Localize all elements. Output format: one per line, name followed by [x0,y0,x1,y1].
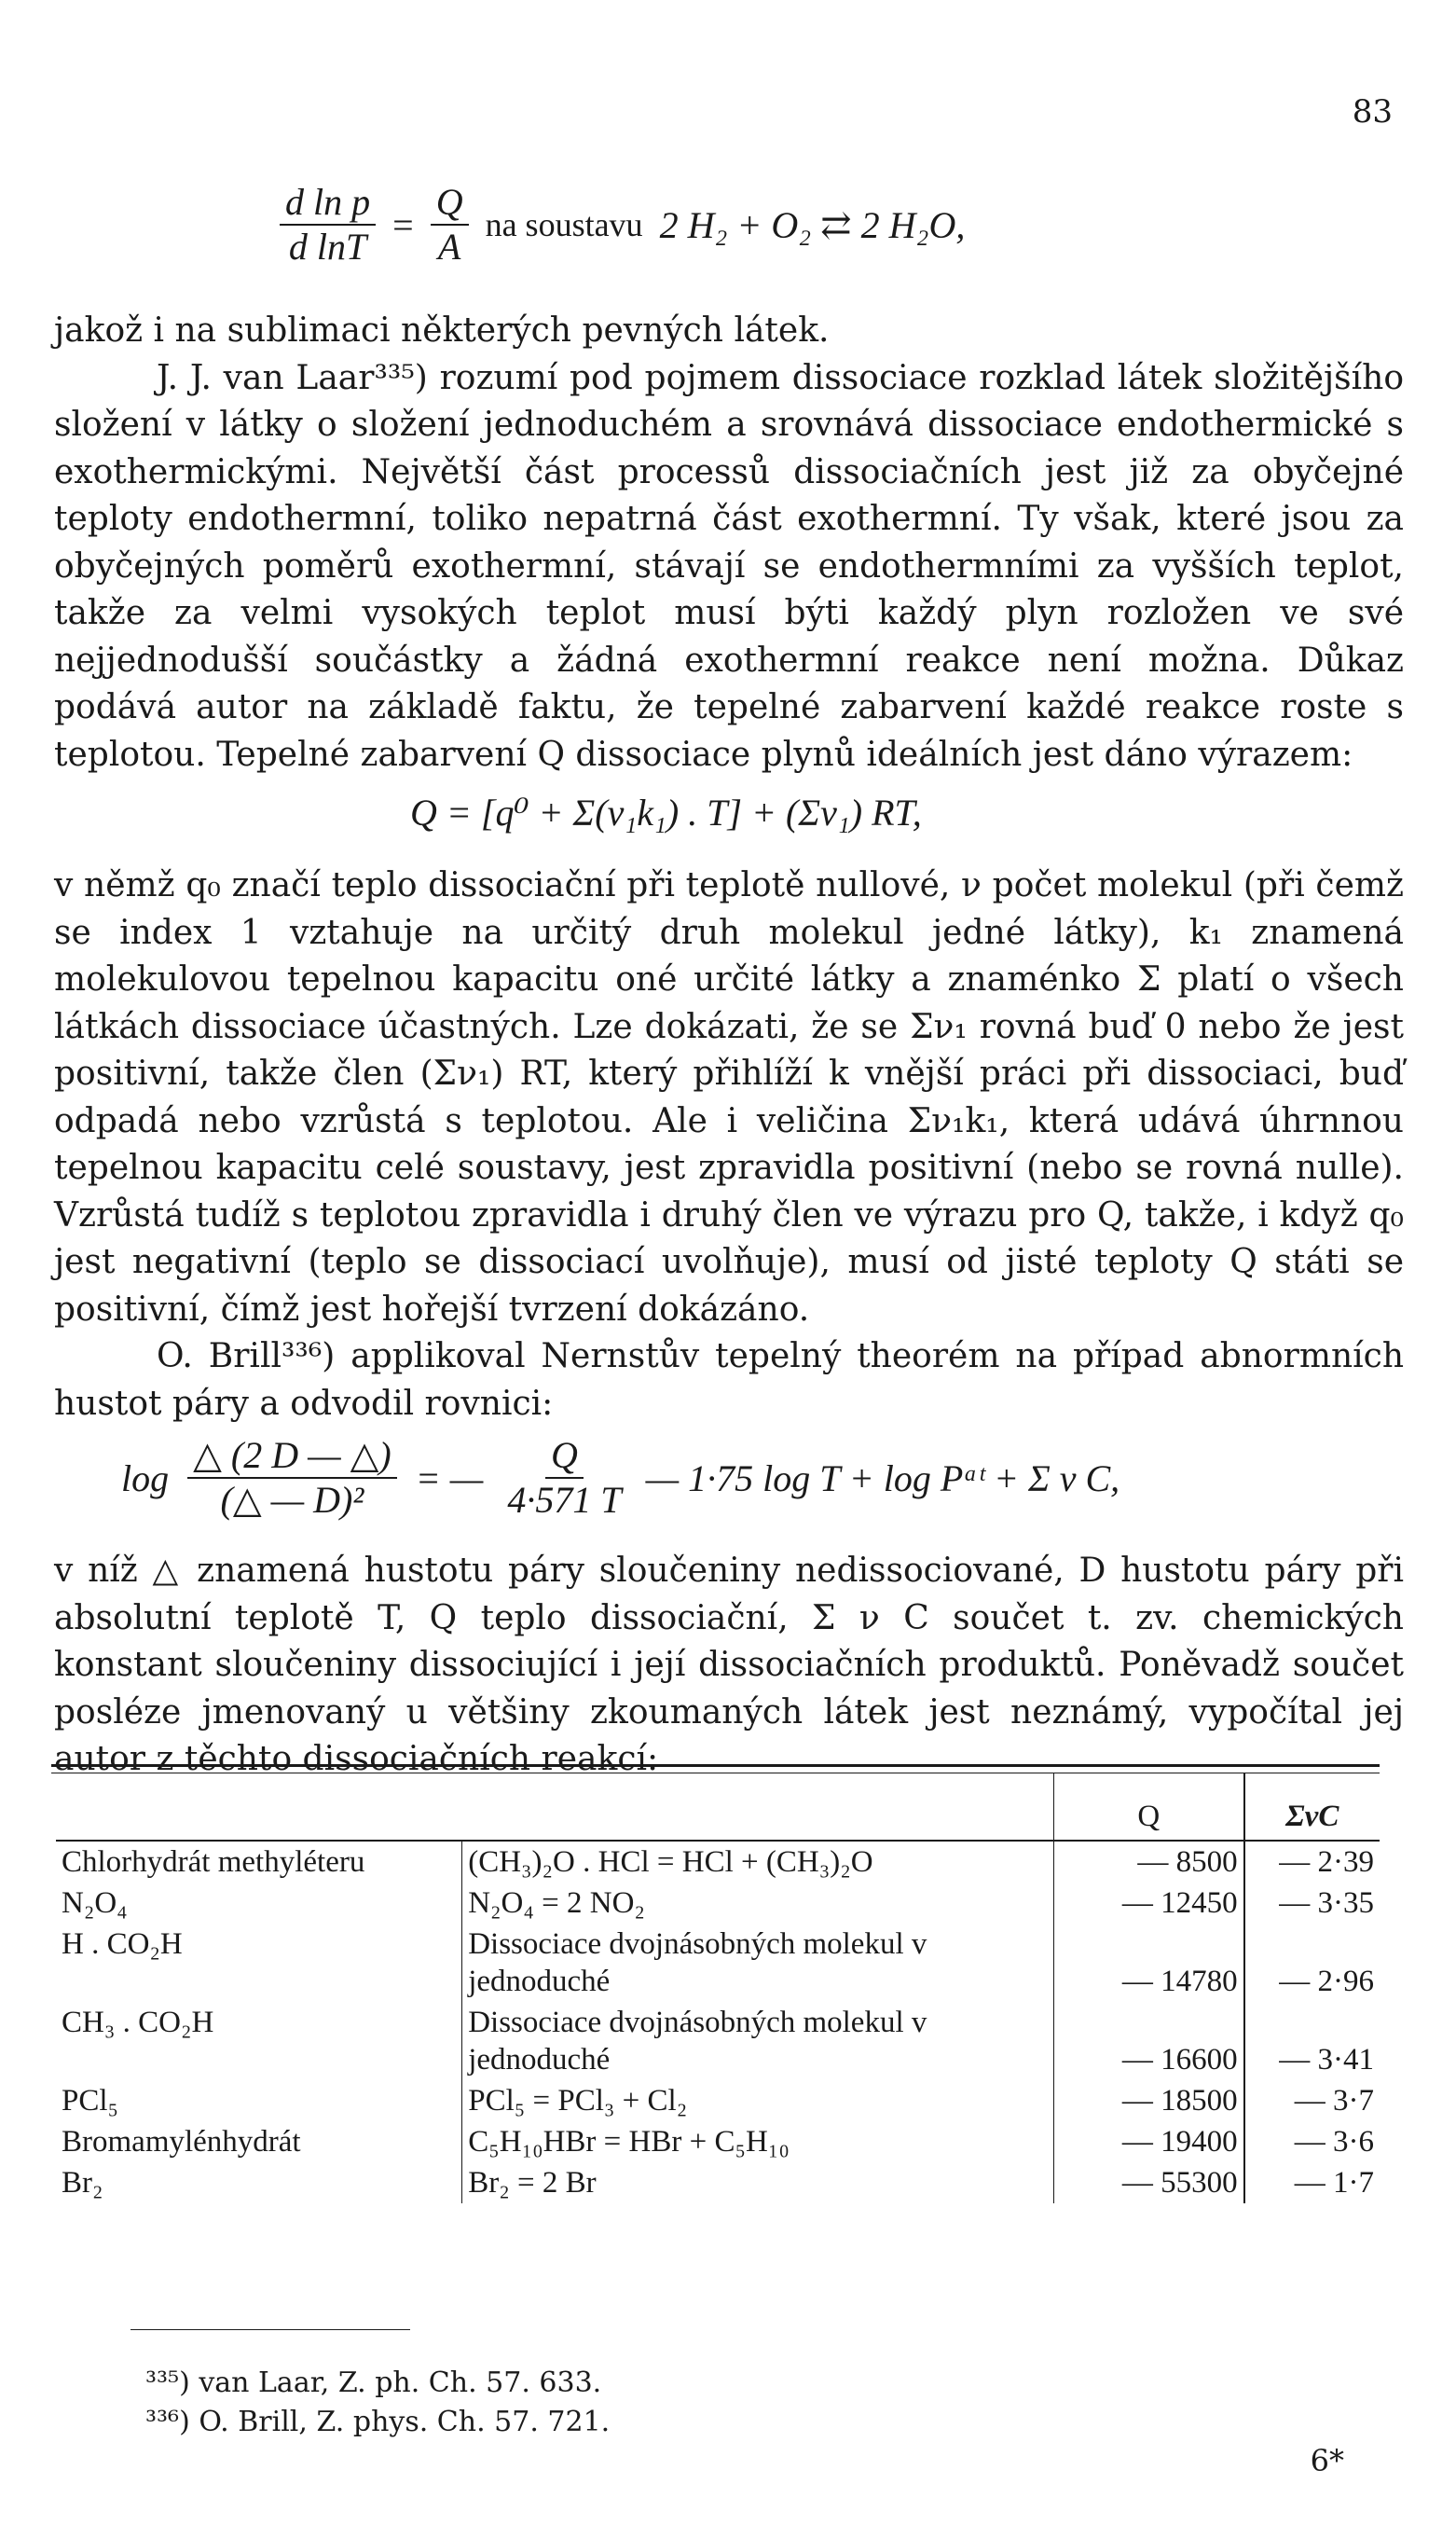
table-header-substance [56,1773,462,1841]
table-cell-reaction: N₂O₄ = 2 NO₂ [462,1883,1054,1924]
paragraph-1: jakož i na sublimaci některých pevných látek. [54,311,830,350]
formula-3-equals: = — [415,1456,484,1499]
table-cell-reaction: Dissociace dvojnásobných molekul v jednoduché [462,2002,1054,2080]
formula-1-lhs-denominator: d lnT [288,226,367,268]
formula-3-log: log [121,1456,170,1499]
table-row [56,1841,1380,1883]
paragraph-5: v níž △ znamená hustotu páry sloučeniny nedissociované, D hustotu páry při absolutní teplotě T, Q teplo dissociační, Σ ν C součet t. zv. chemických konstant sloučeniny dissociující i její dissociačních produktů. Poněvadž součet posléze jmenovaný u většiny zkoumaných látek jest neznámý, vypočítal jej autor z těchto dissociačních reakcí: [54,1552,1404,1778]
dissociation-table [51,1764,1380,2203]
formula-1-equals: = [392,203,414,246]
formula-1-lhs [280,183,376,267]
table-cell-sum-nu-c: — 3·7 [1244,2080,1380,2121]
table-cell-reaction: Br₂ = 2 Br [462,2162,1054,2203]
formula-3-rest: — 1·75 log T + log Pᵃᵗ + Σ ν C, [645,1456,1120,1499]
text-block-2 [54,862,1404,1428]
formula-3-denominator-2: 4·571 T [507,1479,622,1521]
table-row [56,2080,1380,2121]
table-cell-q: — 14780 [1054,1924,1244,2002]
formula-1-lhs-numerator: d ln p [280,183,376,226]
table-cell-sum-nu-c: — 3·41 [1244,2002,1380,2080]
table-header-reaction [462,1773,1054,1841]
table-cell-substance: H . CO₂H [62,1927,183,1961]
signature-mark: 6* [1310,2443,1344,2478]
page-number: 83 [1352,93,1393,131]
formula-1-reaction: 2 H₂ + O₂ ⇄ 2 H₂O, [659,203,966,246]
table-cell-sum-nu-c: — 1·7 [1244,2162,1380,2203]
dissociation-data-table [56,1773,1380,2203]
table-cell-sum-nu-c: — 2·39 [1244,1841,1380,1883]
table-cell-substance: N₂O₄ [62,1886,128,1920]
paragraph-2: J. J. van Laar³³⁵) rozumí pod pojmem dissociace rozklad látek složitějšího složení v látky o složení jednoduchém a srovnává dissociace endothermické s exothermickými. Největší část processů dissociačních jest již za obyčejné teploty endothermní, toliko nepatrná část exothermní. Ty však, které jsou za obyčejných poměrů exothermní, stávají se endothermními za vyšších teplot, takže za velmi vysokých teplot musí býti každý plyn rozložen ve své nejjednodušší součástky a žádná exothermní reakce není možna. Důkaz podává autor na základě faktu, že tepelné zabarvení každé reakce roste s teplotou. Tepelné zabarvení Q dissociace plynů ideálních jest dáno výrazem: [54,358,1404,774]
table-cell-reaction: (CH₃)₂O . HCl = HCl + (CH₃)₂O [462,1841,1054,1883]
formula-1-rhs-numerator: Q [431,183,469,226]
formula-3 [121,1436,1119,1520]
table-row [56,1924,1380,2002]
formula-3-numerator-2: Q [545,1436,584,1479]
table-row [56,2121,1380,2162]
formula-3-numerator-1: △ (2 D — △) [187,1436,397,1479]
table-cell-reaction: C₅H₁₀HBr = HBr + C₅H₁₀ [462,2121,1054,2162]
formula-1-text: na soustavu [485,206,643,243]
formula-3-denominator-1: (△ — D)² [220,1479,364,1521]
table-header-sum-nu-c: ΣνC [1244,1773,1380,1841]
formula-3-fraction-2 [501,1436,626,1520]
table-row [56,2162,1380,2203]
paragraph-3: v němž q₀ značí teplo dissociační při teplotě nullové, ν počet molekul (při čemž se index 1 vztahuje na určitý druh molekul jedné látky), k₁ znamená molekulovou tepelnou kapacitu oné určité látky a znaménko Σ platí o všech látkách dissociace účastných. Lze dokázati, že se Σν₁ rovná buď 0 nebo že jest positivní, takže člen (Σν₁) RT, který přihlíží k vnější práci při dissociaci, buď odpadá nebo vzrůstá s teplotou. Ale i veličina Σν₁k₁, která udává úhrnnou tepelnou kapacitu celé soustavy, jest zpravidla positivní (nebo se rovná nulle). Vzrůstá tudíž s teplotou zpravidla i druhý člen ve výrazu pro Q, takže, i když q₀ jest negativní (teplo se dissociací uvolňuje), musí od jisté teploty Q státi se positivní, čímž jest hořejší tvrzení dokázáno. [54,866,1404,1329]
table-row [56,2002,1380,2080]
table-cell-substance: Chlorhydrát methyléteru [62,1845,365,1879]
footnote-divider [130,2329,410,2330]
table-header-row [56,1773,1380,1841]
text-block-3 [54,1548,1404,1784]
table-cell-q: — 19400 [1054,2121,1244,2162]
formula-3-fraction-1 [187,1436,397,1520]
paragraph-4: O. Brill³³⁶) applikoval Nernstův tepelný theorém na případ abnormních hustot páry a odvodil rovnici: [54,1337,1404,1423]
table-cell-q: — 8500 [1054,1841,1244,1883]
table-cell-sum-nu-c: — 2·96 [1244,1924,1380,2002]
footnote-336: ³³⁶) O. Brill, Z. phys. Ch. 57. 721. [145,2406,611,2438]
footnote-335: ³³⁵) van Laar, Z. ph. Ch. 57. 633. [145,2366,602,2399]
table-cell-substance: PCl₅ [62,2084,119,2118]
table-cell-q: — 18500 [1054,2080,1244,2121]
table-cell-substance: Bromamylénhydrát [62,2125,301,2159]
table-cell-q: — 16600 [1054,2002,1244,2080]
table-header-q: Q [1054,1773,1244,1841]
table-cell-q: — 55300 [1054,2162,1244,2203]
table-cell-substance: CH₃ . CO₂H [62,2006,214,2039]
formula-1-rhs [431,183,469,267]
table-row [56,1883,1380,1924]
table-cell-reaction: PCl₅ = PCl₃ + Cl₂ [462,2080,1054,2121]
formula-1-rhs-denominator: A [437,226,461,268]
table-cell-sum-nu-c: — 3·35 [1244,1883,1380,1924]
table-cell-reaction: Dissociace dvojnásobných molekul v jednoduché [462,1924,1054,2002]
table-top-rule [51,1764,1380,1767]
formula-1 [280,183,965,267]
table-cell-substance: Br₂ [62,2166,103,2200]
table-cell-q: — 12450 [1054,1883,1244,1924]
table-cell-sum-nu-c: — 3·6 [1244,2121,1380,2162]
text-block-1 [54,308,1404,779]
footnotes [145,2364,610,2442]
formula-2: Q = [q⁰ + Σ(ν₁k₁) . T] + (Σν₁) RT, [410,792,922,834]
